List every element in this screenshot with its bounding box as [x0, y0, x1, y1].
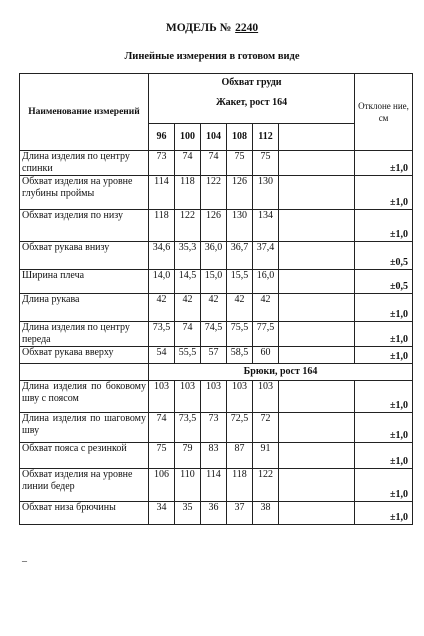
measurement-value: 126	[227, 176, 253, 210]
measurement-value: 36,0	[201, 242, 227, 270]
table-row	[20, 469, 413, 502]
measurement-value: 42	[201, 294, 227, 322]
measurement-name: Длина изделия по боковому шву с поясом	[20, 381, 149, 413]
measurement-value: 134	[253, 210, 279, 242]
measurement-value: 110	[175, 469, 201, 502]
measurement-value: 75	[253, 151, 279, 176]
measurement-value: 106	[149, 469, 175, 502]
spacer-cell	[279, 502, 355, 525]
measurement-value: 36	[201, 502, 227, 525]
table-row	[20, 151, 413, 176]
table-row	[20, 294, 413, 322]
spacer-cell	[279, 322, 355, 347]
measurement-value: 42	[149, 294, 175, 322]
measurement-name: Обхват изделия на уровне глубины проймы	[20, 176, 149, 210]
deviation-value: ±1,0	[355, 322, 413, 347]
measurement-value: 103	[175, 381, 201, 413]
measurement-value: 91	[253, 443, 279, 469]
measurement-value: 73,5	[175, 413, 201, 443]
measurement-value: 103	[253, 381, 279, 413]
header-measurement-name: Наименование измерений	[20, 74, 149, 151]
page-title	[0, 22, 424, 34]
header-jacket: Жакет, рост 164	[215, 97, 288, 108]
header-deviation: Отклоне ние, см	[355, 74, 413, 151]
table-row	[20, 381, 413, 413]
measurement-name: Обхват изделия по низу	[20, 210, 149, 242]
measurements-table	[19, 73, 413, 525]
measurement-value: 54	[149, 347, 175, 364]
measurement-value: 42	[253, 294, 279, 322]
measurement-value: 118	[175, 176, 201, 210]
measurement-value: 74	[149, 413, 175, 443]
size-112: 112	[253, 124, 279, 151]
measurement-value: 35,3	[175, 242, 201, 270]
measurement-value: 103	[149, 381, 175, 413]
table-row	[20, 242, 413, 270]
measurement-value: 37	[227, 502, 253, 525]
deviation-value: ±1,0	[355, 347, 413, 364]
table-row	[20, 176, 413, 210]
measurement-value: 79	[175, 443, 201, 469]
spacer-cell	[279, 270, 355, 294]
measurement-value: 15,5	[227, 270, 253, 294]
spacer-cell	[279, 347, 355, 364]
spacer-cell	[279, 469, 355, 502]
measurement-value: 34	[149, 502, 175, 525]
measurement-value: 73	[201, 413, 227, 443]
spacer-cell	[279, 151, 355, 176]
measurement-value: 42	[175, 294, 201, 322]
model-label: МОДЕЛЬ №	[165, 22, 232, 34]
table-row	[20, 210, 413, 242]
measurement-value: 118	[149, 210, 175, 242]
measurement-value: 75	[149, 443, 175, 469]
measurement-value: 126	[201, 210, 227, 242]
measurement-value: 58,5	[227, 347, 253, 364]
measurement-name: Длина изделия по центру переда	[20, 322, 149, 347]
size-100: 100	[175, 124, 201, 151]
measurement-name: Обхват рукава внизу	[20, 242, 149, 270]
deviation-value: ±0,5	[355, 242, 413, 270]
size-spacer-cell	[279, 124, 355, 151]
deviation-value: ±1,0	[355, 210, 413, 242]
measurement-value: 15,0	[201, 270, 227, 294]
measurement-value: 55,5	[175, 347, 201, 364]
measurement-value: 75	[227, 151, 253, 176]
measurement-value: 74	[201, 151, 227, 176]
measurement-value: 114	[201, 469, 227, 502]
measurement-value: 37,4	[253, 242, 279, 270]
model-number: 2240	[235, 22, 259, 34]
measurement-value: 74	[175, 322, 201, 347]
measurement-name: Обхват рукава вверху	[20, 347, 149, 364]
measurement-value: 60	[253, 347, 279, 364]
measurement-value: 103	[201, 381, 227, 413]
deviation-value: ±1,0	[355, 443, 413, 469]
spacer-cell	[279, 381, 355, 413]
header-chest-jacket	[149, 74, 355, 124]
deviation-value: ±1,0	[355, 294, 413, 322]
measurement-name: Длина рукава	[20, 294, 149, 322]
page-subtitle: Линейные измерения в готовом виде	[124, 51, 300, 62]
table-row	[20, 322, 413, 347]
measurement-value: 42	[227, 294, 253, 322]
measurement-name: Обхват пояса с резинкой	[20, 443, 149, 469]
spacer-cell	[279, 413, 355, 443]
measurement-value: 72	[253, 413, 279, 443]
pants-header-row	[20, 364, 413, 381]
deviation-value: ±1,0	[355, 502, 413, 525]
measurement-value: 14,5	[175, 270, 201, 294]
measurement-value: 74	[175, 151, 201, 176]
pants-header-empty-cell	[20, 364, 149, 381]
measurement-value: 130	[227, 210, 253, 242]
deviation-value: ±1,0	[355, 176, 413, 210]
table-row	[20, 413, 413, 443]
measurement-value: 35	[175, 502, 201, 525]
pants-header: Брюки, рост 164	[149, 364, 413, 381]
measurement-name: Длина изделия по шаговому шву	[20, 413, 149, 443]
spacer-cell	[279, 176, 355, 210]
spacer-cell	[279, 443, 355, 469]
table-row	[20, 347, 413, 364]
measurement-value: 103	[227, 381, 253, 413]
measurement-value: 114	[149, 176, 175, 210]
size-108: 108	[227, 124, 253, 151]
measurement-value: 72,5	[227, 413, 253, 443]
measurement-value: 87	[227, 443, 253, 469]
measurement-name: Ширина плеча	[20, 270, 149, 294]
measurement-value: 122	[175, 210, 201, 242]
deviation-value: ±1,0	[355, 381, 413, 413]
measurement-value: 73	[149, 151, 175, 176]
measurement-value: 57	[201, 347, 227, 364]
footer-mark: –	[22, 556, 27, 567]
size-96: 96	[149, 124, 175, 151]
measurement-value: 75,5	[227, 322, 253, 347]
measurement-value: 122	[253, 469, 279, 502]
deviation-value: ±1,0	[355, 413, 413, 443]
measurement-value: 122	[201, 176, 227, 210]
measurement-value: 130	[253, 176, 279, 210]
deviation-value: ±0,5	[355, 270, 413, 294]
measurement-name: Обхват изделия на уровне линии бедер	[20, 469, 149, 502]
measurement-value: 34,6	[149, 242, 175, 270]
table-row	[20, 502, 413, 525]
spacer-cell	[279, 294, 355, 322]
spacer-cell	[279, 242, 355, 270]
size-104: 104	[201, 124, 227, 151]
measurement-value: 77,5	[253, 322, 279, 347]
measurement-value: 38	[253, 502, 279, 525]
deviation-value: ±1,0	[355, 151, 413, 176]
spacer-cell	[279, 210, 355, 242]
measurement-value: 74,5	[201, 322, 227, 347]
measurement-value: 118	[227, 469, 253, 502]
deviation-value: ±1,0	[355, 469, 413, 502]
measurement-value: 83	[201, 443, 227, 469]
measurement-name: Длина изделия по центру спинки	[20, 151, 149, 176]
header-chest: Обхват груди	[221, 77, 282, 88]
measurement-value: 73,5	[149, 322, 175, 347]
table-row	[20, 443, 413, 469]
measurement-value: 16,0	[253, 270, 279, 294]
table-row	[20, 270, 413, 294]
measurement-value: 14,0	[149, 270, 175, 294]
measurement-name: Обхват низа брючины	[20, 502, 149, 525]
measurement-value: 36,7	[227, 242, 253, 270]
